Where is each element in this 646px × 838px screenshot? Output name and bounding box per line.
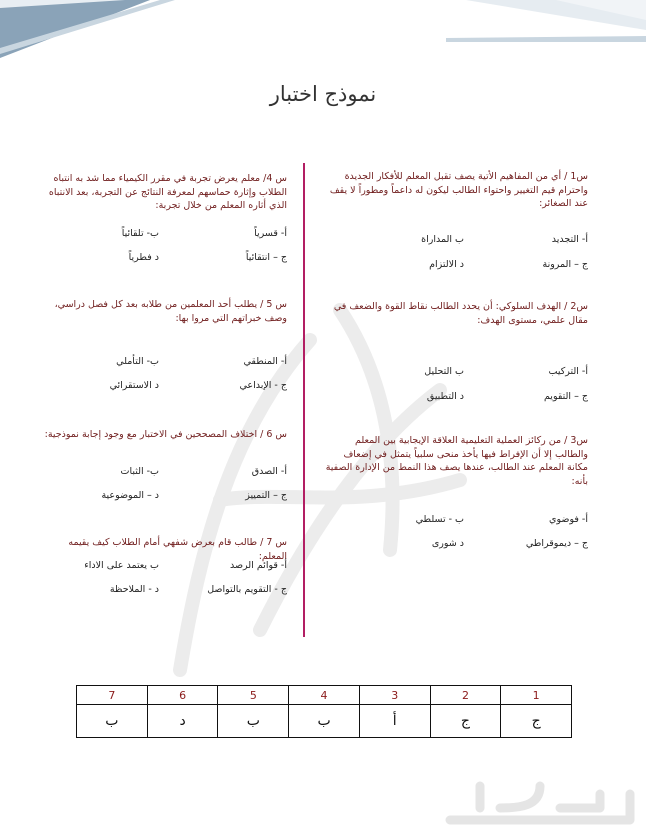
answer-6: د xyxy=(147,705,218,738)
question-5-text: س 5 / يطلب أحد المعلمين من طلابه بعد كل فصل دراسي، وصف خبراتهم التي مروا بها: xyxy=(54,299,287,324)
q2-option-d: د التطبيق xyxy=(426,391,464,402)
q6-option-a: أ- الصدق xyxy=(251,466,287,477)
question-6 xyxy=(43,428,287,501)
answer-5: ب xyxy=(218,705,289,738)
answer-1: ج xyxy=(501,705,572,738)
question-4-text: س 4/ معلم يعرض تجربة في مقرر الكيمياء مما شد به انتباه الطلاب وإثارة حماسهم لمعرفة النتائج عن التجربة، بعد الانتباه الذي أثاره المعلم من خلال تجربة: xyxy=(48,173,287,211)
q6-option-c: ج – التمييز xyxy=(245,490,287,501)
q3-option-a: أ- فوضوي xyxy=(549,514,588,525)
q7-option-a: أ- قوائم الرصد xyxy=(230,560,287,571)
q3-option-c: ج – ديموقراطي xyxy=(525,538,588,549)
question-6-text: س 6 / اختلاف المصححين في الاختبار مع وجود إجابة نموذجية: xyxy=(44,429,287,440)
q5-option-a: أ- المنطقي xyxy=(243,356,287,367)
answer-number-4: 4 xyxy=(289,686,360,705)
answer-number-1: 1 xyxy=(501,686,572,705)
answer-key-answers-row xyxy=(77,705,572,738)
q1-option-b: ب المداراة xyxy=(421,234,464,245)
q1-option-c: ج – المرونة xyxy=(542,259,588,270)
q2-option-b: ب التحليل xyxy=(424,366,464,377)
question-5 xyxy=(43,298,287,391)
q5-option-b: ب- التأملي xyxy=(116,356,159,367)
q5-option-d: د الاستقرائي xyxy=(109,380,159,391)
answer-2: ج xyxy=(430,705,501,738)
question-1-text: س1 / أي من المفاهيم الأتية يصف تقبل المعلم للأفكار الجديدة واحترام قيم التغيير واحتواء الطالب ليكون له داعماً ومطوراً لا يقف عند الصغائر: xyxy=(329,171,588,209)
q4-option-c: ج – انتقائياً xyxy=(245,252,287,263)
haraj-watermark xyxy=(440,772,640,832)
answer-number-3: 3 xyxy=(359,686,430,705)
q7-option-d: د - الملاحظة xyxy=(109,584,159,595)
q4-option-b: ب- تلقائياً xyxy=(121,228,159,239)
page-title: نموذج اختبار xyxy=(269,82,377,106)
answer-number-6: 6 xyxy=(147,686,218,705)
answer-number-2: 2 xyxy=(430,686,501,705)
q1-option-d: د الالتزام xyxy=(429,259,464,270)
q6-option-b: ب- الثبات xyxy=(120,466,159,477)
q4-option-a: أ- قسرياً xyxy=(254,228,287,239)
question-7 xyxy=(43,536,287,595)
column-divider xyxy=(303,163,305,637)
question-2-text: س2 / الهدف السلوكي: أن يحدد الطالب نقاط القوة والضعف في مقال علمي، مستوى الهدف: xyxy=(333,301,588,326)
top-right-banner-decoration xyxy=(446,0,646,48)
answer-3: أ xyxy=(359,705,430,738)
q4-option-d: د فطرياً xyxy=(128,252,159,263)
question-3-text: س3 / من ركائز العملية التعليمية العلاقة الإيجابية بين المعلم والطالب إلا أن الإفراط فيها يأخذ منحى سلبياً يتمثل في إضعاف مكانة المعلم عند الطالب، عندها يصف هذا النمط من الإدارة الصفية بأنه: xyxy=(325,435,588,487)
answer-number-5: 5 xyxy=(218,686,289,705)
question-7-text: س 7 / طالب قام بعرض شفهي أمام الطلاب كيف يقيمه المعلم: xyxy=(68,537,287,562)
question-1 xyxy=(322,170,588,270)
q5-option-c: ج - الإبداعي xyxy=(239,380,287,391)
answer-number-7: 7 xyxy=(77,686,148,705)
q3-option-b: ب - تسلطي xyxy=(415,514,464,525)
question-2 xyxy=(322,300,588,402)
top-left-banner-decoration xyxy=(0,0,190,58)
q7-option-c: ج - التقويم بالتواصل xyxy=(207,584,287,595)
answer-key-table xyxy=(76,685,572,738)
q3-option-d: د شورى xyxy=(431,538,464,549)
q2-option-c: ج – التقويم xyxy=(543,391,588,402)
answer-key-numbers-row xyxy=(77,686,572,705)
answer-4: ب xyxy=(289,705,360,738)
q7-option-b: ب يعتمد على الاداء xyxy=(84,560,159,571)
q6-option-d: د – الموضوعية xyxy=(101,490,159,501)
question-3 xyxy=(322,434,588,549)
answer-7: ب xyxy=(77,705,148,738)
question-4 xyxy=(43,172,287,263)
q1-option-a: أ- التجديد xyxy=(551,234,588,245)
q2-option-a: أ- التركيب xyxy=(548,366,588,377)
